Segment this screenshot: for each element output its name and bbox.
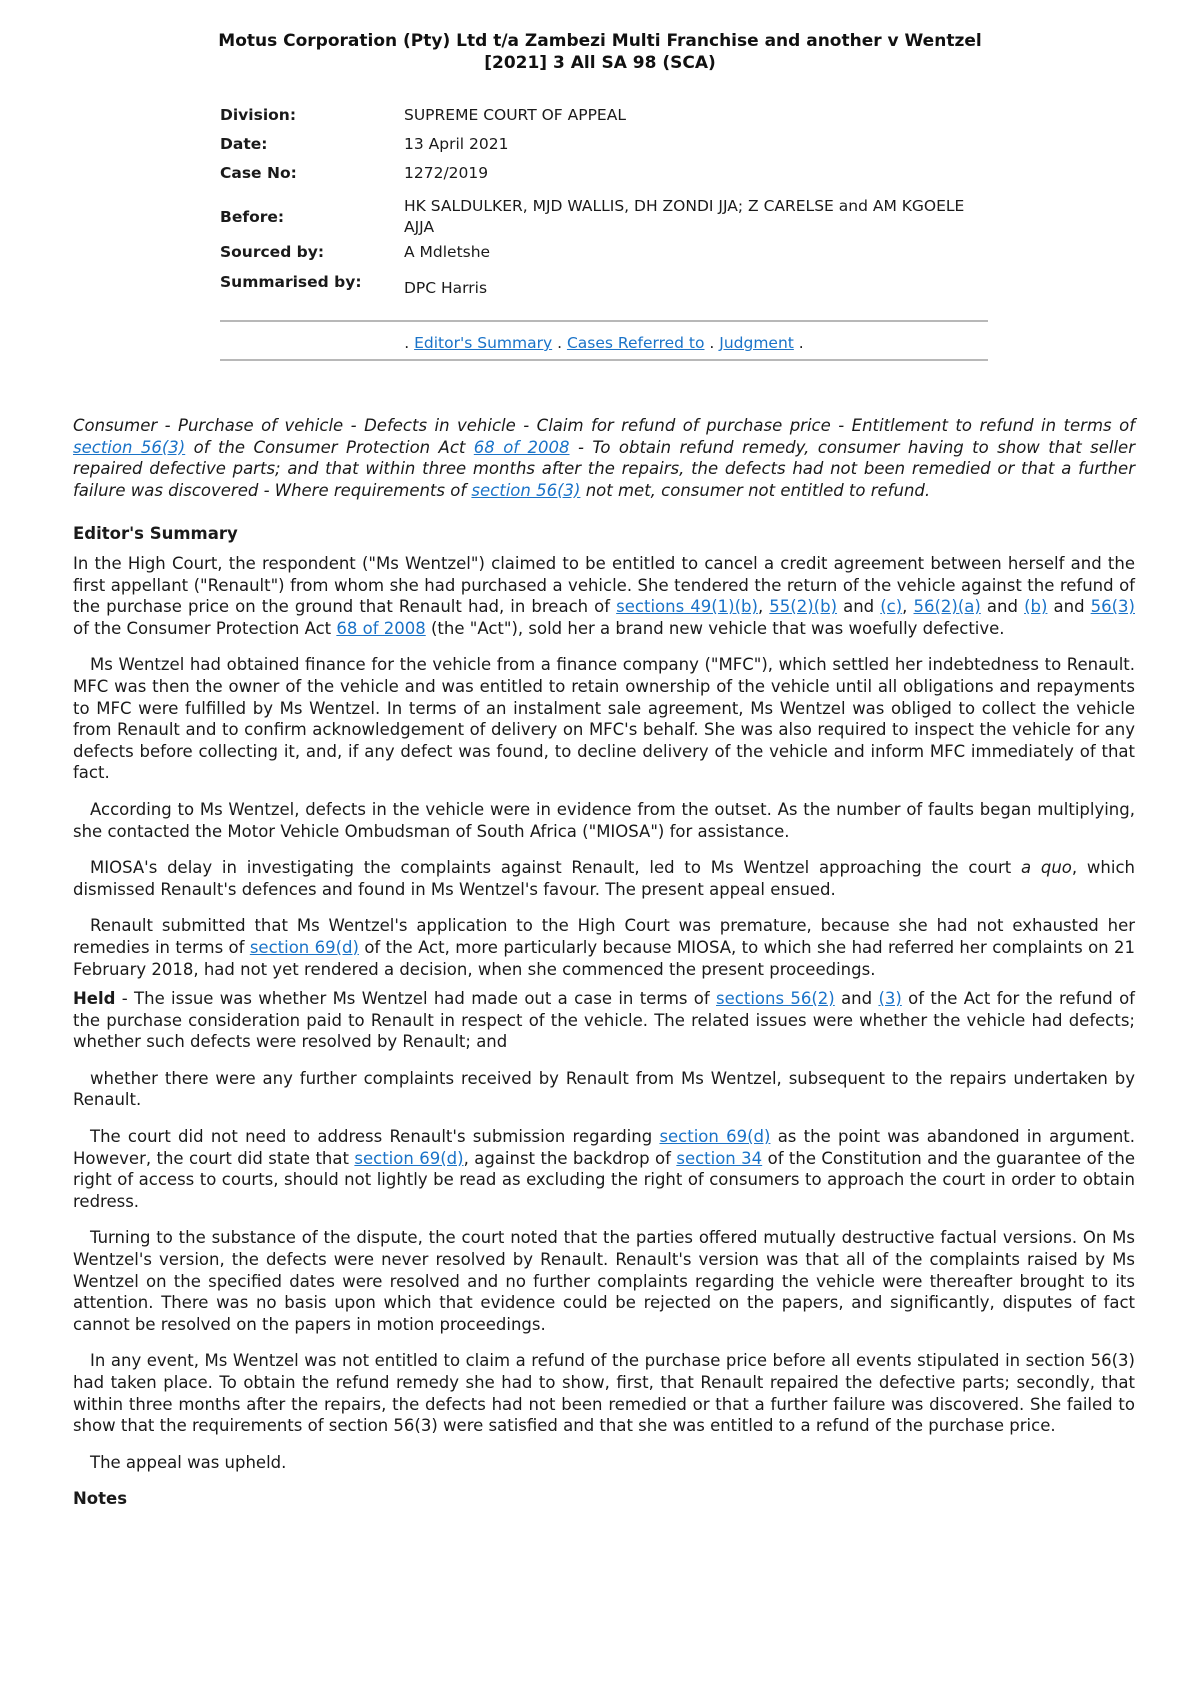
meta-date: Date: 13 April 2021 <box>220 135 509 153</box>
summary-paragraph-3: According to Ms Wentzel, defects in the vehicle were in evidence from the outset. As the number of faults began multiplying, she contacted the Motor Vehicle Ombudsman of South Africa ("MIOSA") for assistance. <box>73 799 1135 841</box>
nav-cases-referred-link[interactable]: Cases Referred to <box>566 334 705 352</box>
link-56-2-a[interactable]: 56(2)(a) <box>913 597 981 617</box>
nav-judgment-link[interactable]: Judgment <box>719 334 794 352</box>
summary-paragraph-11: The appeal was upheld. <box>90 1452 287 1472</box>
summary-paragraph-1: In the High Court, the respondent ("Ms Wentzel") claimed to be entitled to cancel a credit agreement between herself and the first appellant ("Renault") from whom she had purchased a vehicle. She tendered the return of the vehicle against the refund of the purchase price on the ground that Renault had, in breach of sections 49(1)(b), 55(2)(b) and (c), 56(2)(a) and (b) and 56(3) of the Consumer Protection Act 68 of 2008 (the "Act"), sold her a brand new vehicle that was woefully defective. <box>73 554 1135 638</box>
summary-paragraph-5: Renault submitted that Ms Wentzel's application to the High Court was premature, because she had not exhausted her remedies in terms of section 69(d) of the Act, more particularly because MIOSA, to which she had referred her complaints on 21 February 2018, had not yet rendered a decision, when she commenced the present proceedings. <box>73 916 1136 979</box>
summary-paragraph-2: Ms Wentzel had obtained finance for the vehicle from a finance company ("MFC"), which settled her indebtedness to Renault. MFC was then the owner of the vehicle and was entitled to retain ownership of the vehicle until all obligations and repayments to MFC were fulfilled by Ms Wentzel. In terms of an instalment sale agreement, Ms Wentzel was obliged to collect the vehicle from Renault and to confirm acknowledgement of delivery on MFC's behalf. She was also required to inspect the vehicle for any defects before collecting it, and, if any defect was found, to decline delivery of the vehicle and inform MFC immediately of that fact. <box>73 655 1135 783</box>
catch-link-act-68-2008[interactable]: 68 of 2008 <box>473 437 570 457</box>
case-title-line-1: Motus Corporation (Pty) Ltd t/a Zambezi Multi Franchise and another v Wentzel <box>218 31 982 51</box>
meta-summarised-by: Summarised by: DPC Harris <box>220 273 488 297</box>
link-56-3[interactable]: 56(3) <box>1090 597 1135 617</box>
divider-top <box>220 320 988 322</box>
link-c[interactable]: (c) <box>880 597 903 617</box>
summary-paragraph-7: whether there were any further complaints received by Renault from Ms Wentzel, subsequent to the repairs undertaken by Renault. <box>73 1068 1135 1110</box>
summary-paragraph-10: In any event, Ms Wentzel was not entitled to claim a refund of the purchase price before all events stipulated in section 56(3) had taken place. To obtain the refund remedy she had to show, first, that Renault repaired the defective parts; secondly, that within three months after the repairs, the defects had not been remedied or that a further failure was discovered. She failed to show that the requirements of section 56(3) were satisfied and that she was entitled to a refund of the purchase price. <box>73 1351 1135 1436</box>
editors-summary-heading: Editor's Summary <box>73 524 238 543</box>
catch-link-section-56-3[interactable]: section 56(3) <box>73 437 186 457</box>
case-title <box>0 30 1200 74</box>
link-section-34[interactable]: section 34 <box>676 1148 763 1168</box>
link-3[interactable]: (3) <box>878 989 902 1009</box>
summary-paragraph-4: MIOSA's delay in investigating the complaints against Renault, led to Ms Wentzel approaching the court a quo, which dismissed Renault's defences and found in Ms Wentzel's favour. The present appeal ensued. <box>73 858 1135 899</box>
meta-division: Division: SUPREME COURT OF APPEAL <box>220 106 626 124</box>
summary-paragraph-8: The court did not need to address Renault's submission regarding section 69(d) as the point was abandoned in argument. However, the court did state that section 69(d), against the backdrop of section 34 of the Constitution and the guarantee of the right of access to courts, should not lightly be read as excluding the right of consumers to approach the court in order to obtain redress. <box>73 1127 1136 1211</box>
catch-link-section-56-3-b[interactable]: section 56(3) <box>471 480 581 500</box>
link-section-69-d-3[interactable]: section 69(d) <box>354 1148 464 1168</box>
catchwords: Consumer - Purchase of vehicle - Defects in vehicle - Claim for refund of purchase price - Entitlement to refund in terms of section 56(3) of the Consumer Protection Act 68 of 2008 - To obtain refund remedy, consumer having to show that seller repaired defective parts; and that within three months after the repairs, the defects had not been remedied or that a further failure was discovered - Where requirements of section 56(3) not met, consumer not entitled to refund. <box>73 416 1135 500</box>
link-act-68-2008[interactable]: 68 of 2008 <box>336 618 426 638</box>
section-nav: . Editor's Summary . Cases Referred to . Judgment . <box>404 334 804 352</box>
meta-sourced-by: Sourced by: A Mdletshe <box>220 243 491 261</box>
link-sections-56-2[interactable]: sections 56(2) <box>716 989 835 1009</box>
notes-heading: Notes <box>73 1489 128 1509</box>
document-body <box>73 415 1135 1518</box>
link-b[interactable]: (b) <box>1024 597 1048 617</box>
divider-bottom <box>220 359 988 361</box>
link-sections-49-1-b[interactable]: sections 49(1)(b) <box>616 597 758 617</box>
summary-paragraph-9: Turning to the substance of the dispute, the court noted that the parties offered mutually destructive factual versions. On Ms Wentzel's version, the defects were never resolved by Renault. Renault's version was that all of the complaints raised by Ms Wentzel on the specified dates were resolved and no further complaints regarding the vehicle were thereafter brought to its attention. There was no basis upon which that evidence could be rejected on the papers, and significantly, disputes of fact cannot be resolved on the papers in motion proceedings. <box>73 1228 1135 1334</box>
meta-case-no: Case No: 1272/2019 <box>220 164 489 182</box>
meta-before: Before: HK SALDULKER, MJD WALLIS, DH ZONDI JJA; Z CARELSE and AM KGOELE AJJA <box>220 197 965 236</box>
link-55-2-b[interactable]: 55(2)(b) <box>769 597 838 617</box>
summary-paragraph-held: Held - The issue was whether Ms Wentzel had made out a case in terms of sections 56(2) and (3) of the Act for the refund of the purchase consideration paid to Renault in respect of the vehicle. The related issues were whether the vehicle had defects; whether such defects were resolved by Renault; and <box>73 989 1135 1052</box>
link-section-69-d-2[interactable]: section 69(d) <box>659 1127 771 1147</box>
link-section-69-d[interactable]: section 69(d) <box>249 937 359 957</box>
case-metadata <box>220 105 990 300</box>
nav-editors-summary-link[interactable]: Editor's Summary <box>414 334 553 352</box>
case-citation: [2021] 3 All SA 98 (SCA) <box>484 53 716 73</box>
